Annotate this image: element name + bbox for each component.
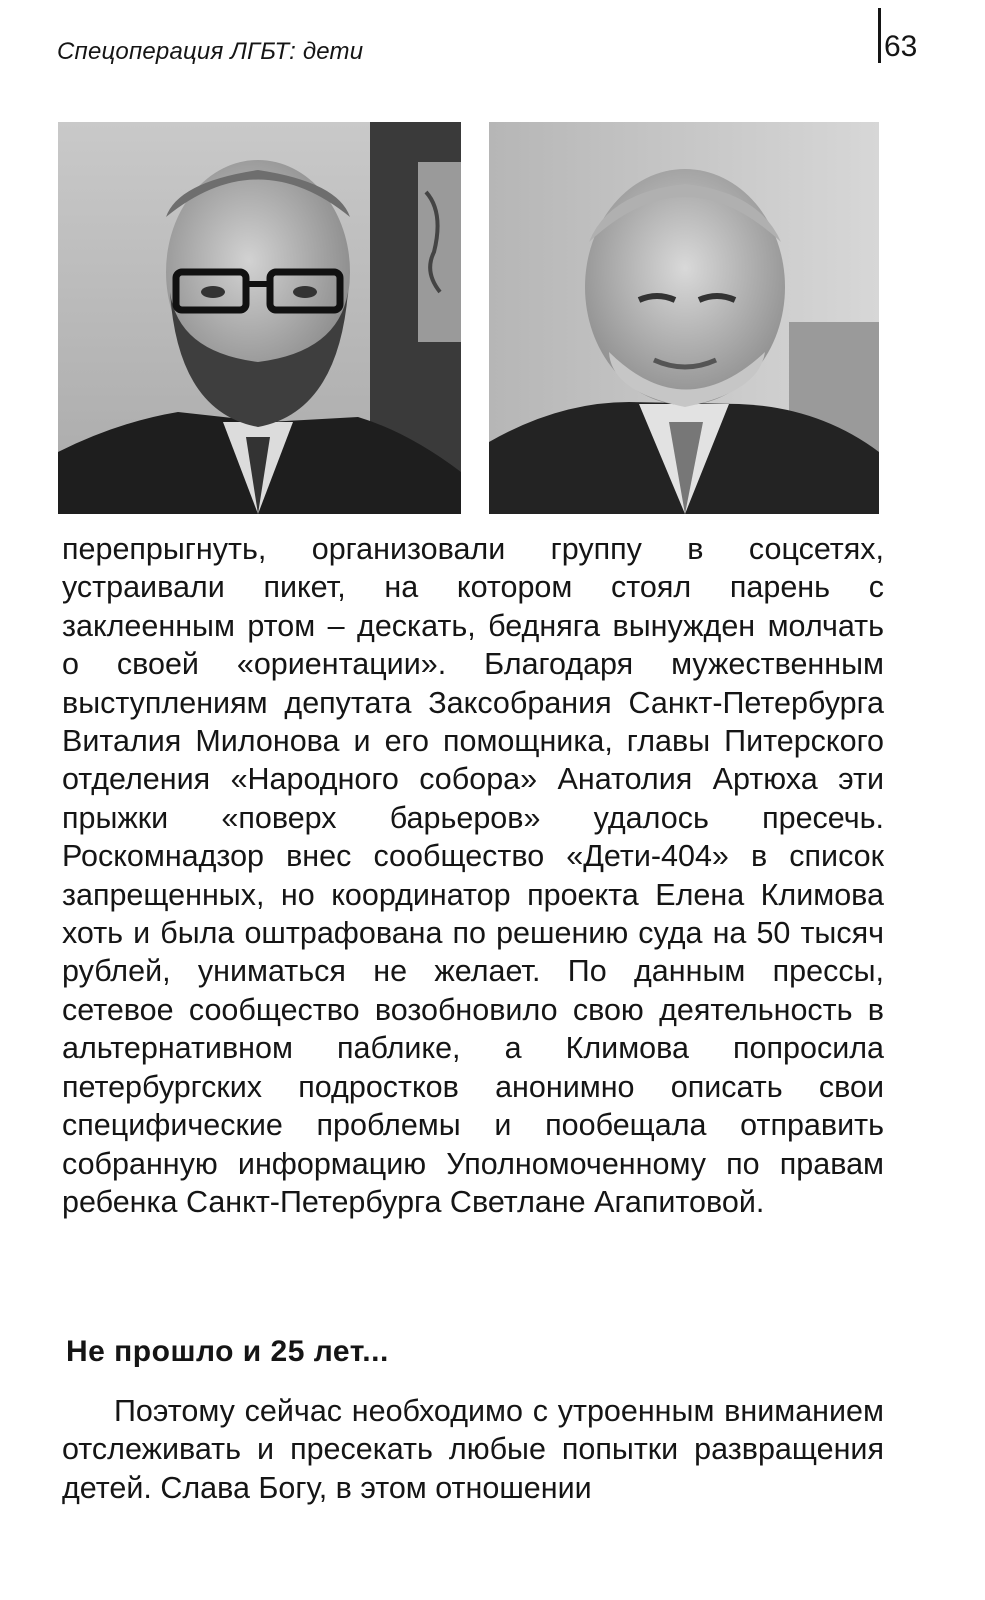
photo-right [489,122,879,514]
portrait-grey-beard-image [489,122,879,514]
page-number: 63 [884,30,918,63]
body-paragraph-2: Поэтому сейчас необходимо с утроенным вниманием отслеживать и пресекать любые попытки развращения детей. Слава Богу, в этом отношении [62,1394,884,1505]
photo-left [58,122,461,514]
body-paragraph-1: перепрыгнуть, организовали группу в соцсетях, устраивали пикет, на котором стоял парень с заклеенным ртом – дескать, бедняга вынужден молчать о своей «ориентации». Благодаря мужественным выступлениям депутата Заксобрания Санкт-Петербурга Виталия Милонова и его помощника, главы Питерского отделения «Народного собора» Анатолия Артюха эти прыжки «поверх барьеров» удалось пресечь. Роскомнадзор внес сообщество «Дети-404» в список запрещенных, но координатор проекта Елена Климова хоть и была оштрафована по решению суда на 50 тысяч рублей, униматься не желает. По данным прессы, сетевое сообщество возобновило свою деятельность в альтернативном паблике, а Климова попросила петербургских подростков анонимно описать свои специфические проблемы и пообещала отправить собранную информацию Уполномоченному по правам ребенка Санкт-Петербурга Светлане Агапитовой. [62,532,884,1219]
portrait-glasses-beard-image [58,122,461,514]
running-title: Спецоперация ЛГБТ: дети [57,38,364,65]
page-rule [878,8,881,63]
section-heading: Не прошло и 25 лет... [66,1335,389,1368]
